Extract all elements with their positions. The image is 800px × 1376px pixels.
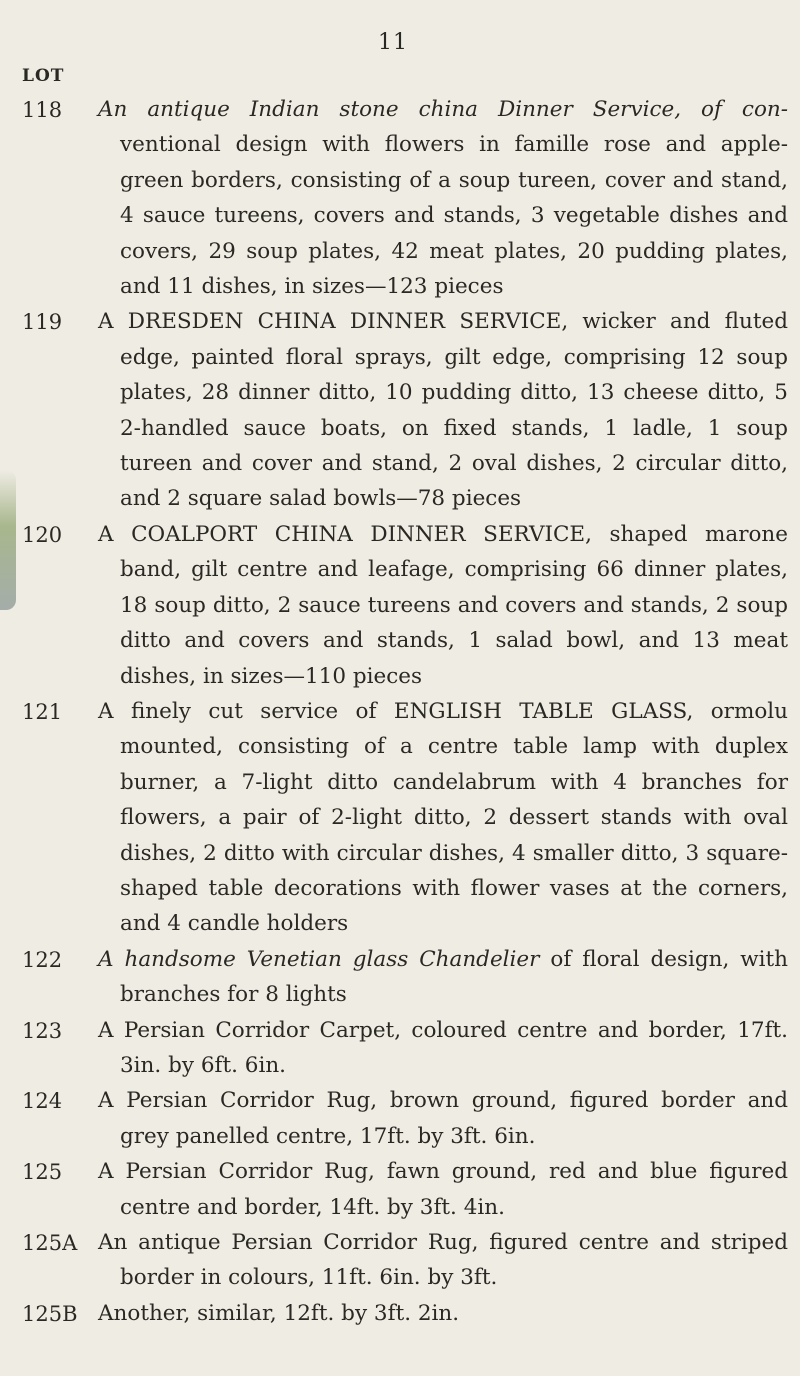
lot-number: 125B [22,1301,78,1326]
lot-entry [0,1225,800,1296]
lot-description: A COALPORT CHINA DINNER SERVICE, shaped marone band, gilt centre and leafage, comprising 66 dinner plates, 18 soup ditto, 2 sauce tureens and covers and stands, 2 soup ditto and covers and stands, 1 salad bowl, and 13 meat dishes, in sizes—110 pieces [98,521,788,689]
lot-description [98,92,788,304]
lot-number: 124 [22,1089,63,1114]
lot-body: ventional design with flowers in famille rose and apple-green borders, consisting of a soup tureen, cover and stand, 4 sauce tureens, covers and stands, 3 vegetable dishes and covers, 29 soup plates, 42 meat plates, 20 pudding plates, and 11 dishes, in sizes—123 pieces [120,132,788,300]
lot-entry [0,1296,800,1331]
lot-entry [0,942,800,1013]
lot-body: of floral design, with branches for 8 lights [120,946,788,1008]
lot-description [98,942,788,1013]
lot-description: A Persian Corridor Carpet, coloured centre and border, 17ft. 3in. by 6ft. 6in. [98,1017,788,1078]
lot-entry [0,304,800,516]
lot-description: A Persian Corridor Rug, brown ground, figured border and grey panelled centre, 17ft. by 3ft. 6in. [98,1088,788,1149]
lot-entry [0,517,800,694]
lot-number: 125 [22,1160,63,1185]
lot-entry [0,694,800,942]
lot-description: A finely cut service of ENGLISH TABLE GLASS, ormolu mounted, consisting of a centre table lamp with duplex burner, a 7-light ditto candelabrum with 4 branches for flowers, a pair of 2-light ditto, 2 dessert stands with oval dishes, 2 ditto with circular dishes, 4 smaller ditto, 3 square-shaped table decorations with flower vases at the corners, and 4 candle holders [98,698,788,937]
lot-list [0,92,800,1331]
lot-number: 123 [22,1018,63,1043]
lot-number: 118 [22,98,63,122]
lot-number: 125A [22,1231,78,1255]
lot-entry [0,92,800,304]
lot-lead: An antique Indian stone china Dinner Service, of con- [98,97,788,122]
page-number: 11 [378,30,408,55]
lot-number: 119 [22,310,63,335]
lot-description: A Persian Corridor Rug, fawn ground, red and blue figured centre and border, 14ft. by 3ft. 4in. [98,1159,788,1220]
lot-description: A DRESDEN CHINA DINNER SERVICE, wicker and fluted edge, painted floral sprays, gilt edge, comprising 12 soup plates, 28 dinner ditto, 10 pudding ditto, 13 cheese ditto, 5 2-handled sauce boats, on fixed stands, 1 ladle, 1 soup tureen and cover and stand, 2 oval dishes, 2 circular ditto, and 2 square salad bowls—78 pieces [98,309,788,512]
lot-number: 120 [22,522,63,547]
lot-entry [0,1154,800,1225]
lot-entry [0,1013,800,1084]
lot-entry [0,1083,800,1154]
lot-description: An antique Persian Corridor Rug, figured centre and striped border in colours, 11ft. 6in. by 3ft. [98,1230,788,1291]
lot-number: 121 [22,699,63,724]
lot-description: Another, similar, 12ft. by 3ft. 2in. [98,1300,460,1326]
lot-lead: A handsome Venetian glass Chandelier [98,946,540,972]
lot-column-header: LOT [22,66,65,86]
lot-number: 122 [22,947,63,972]
